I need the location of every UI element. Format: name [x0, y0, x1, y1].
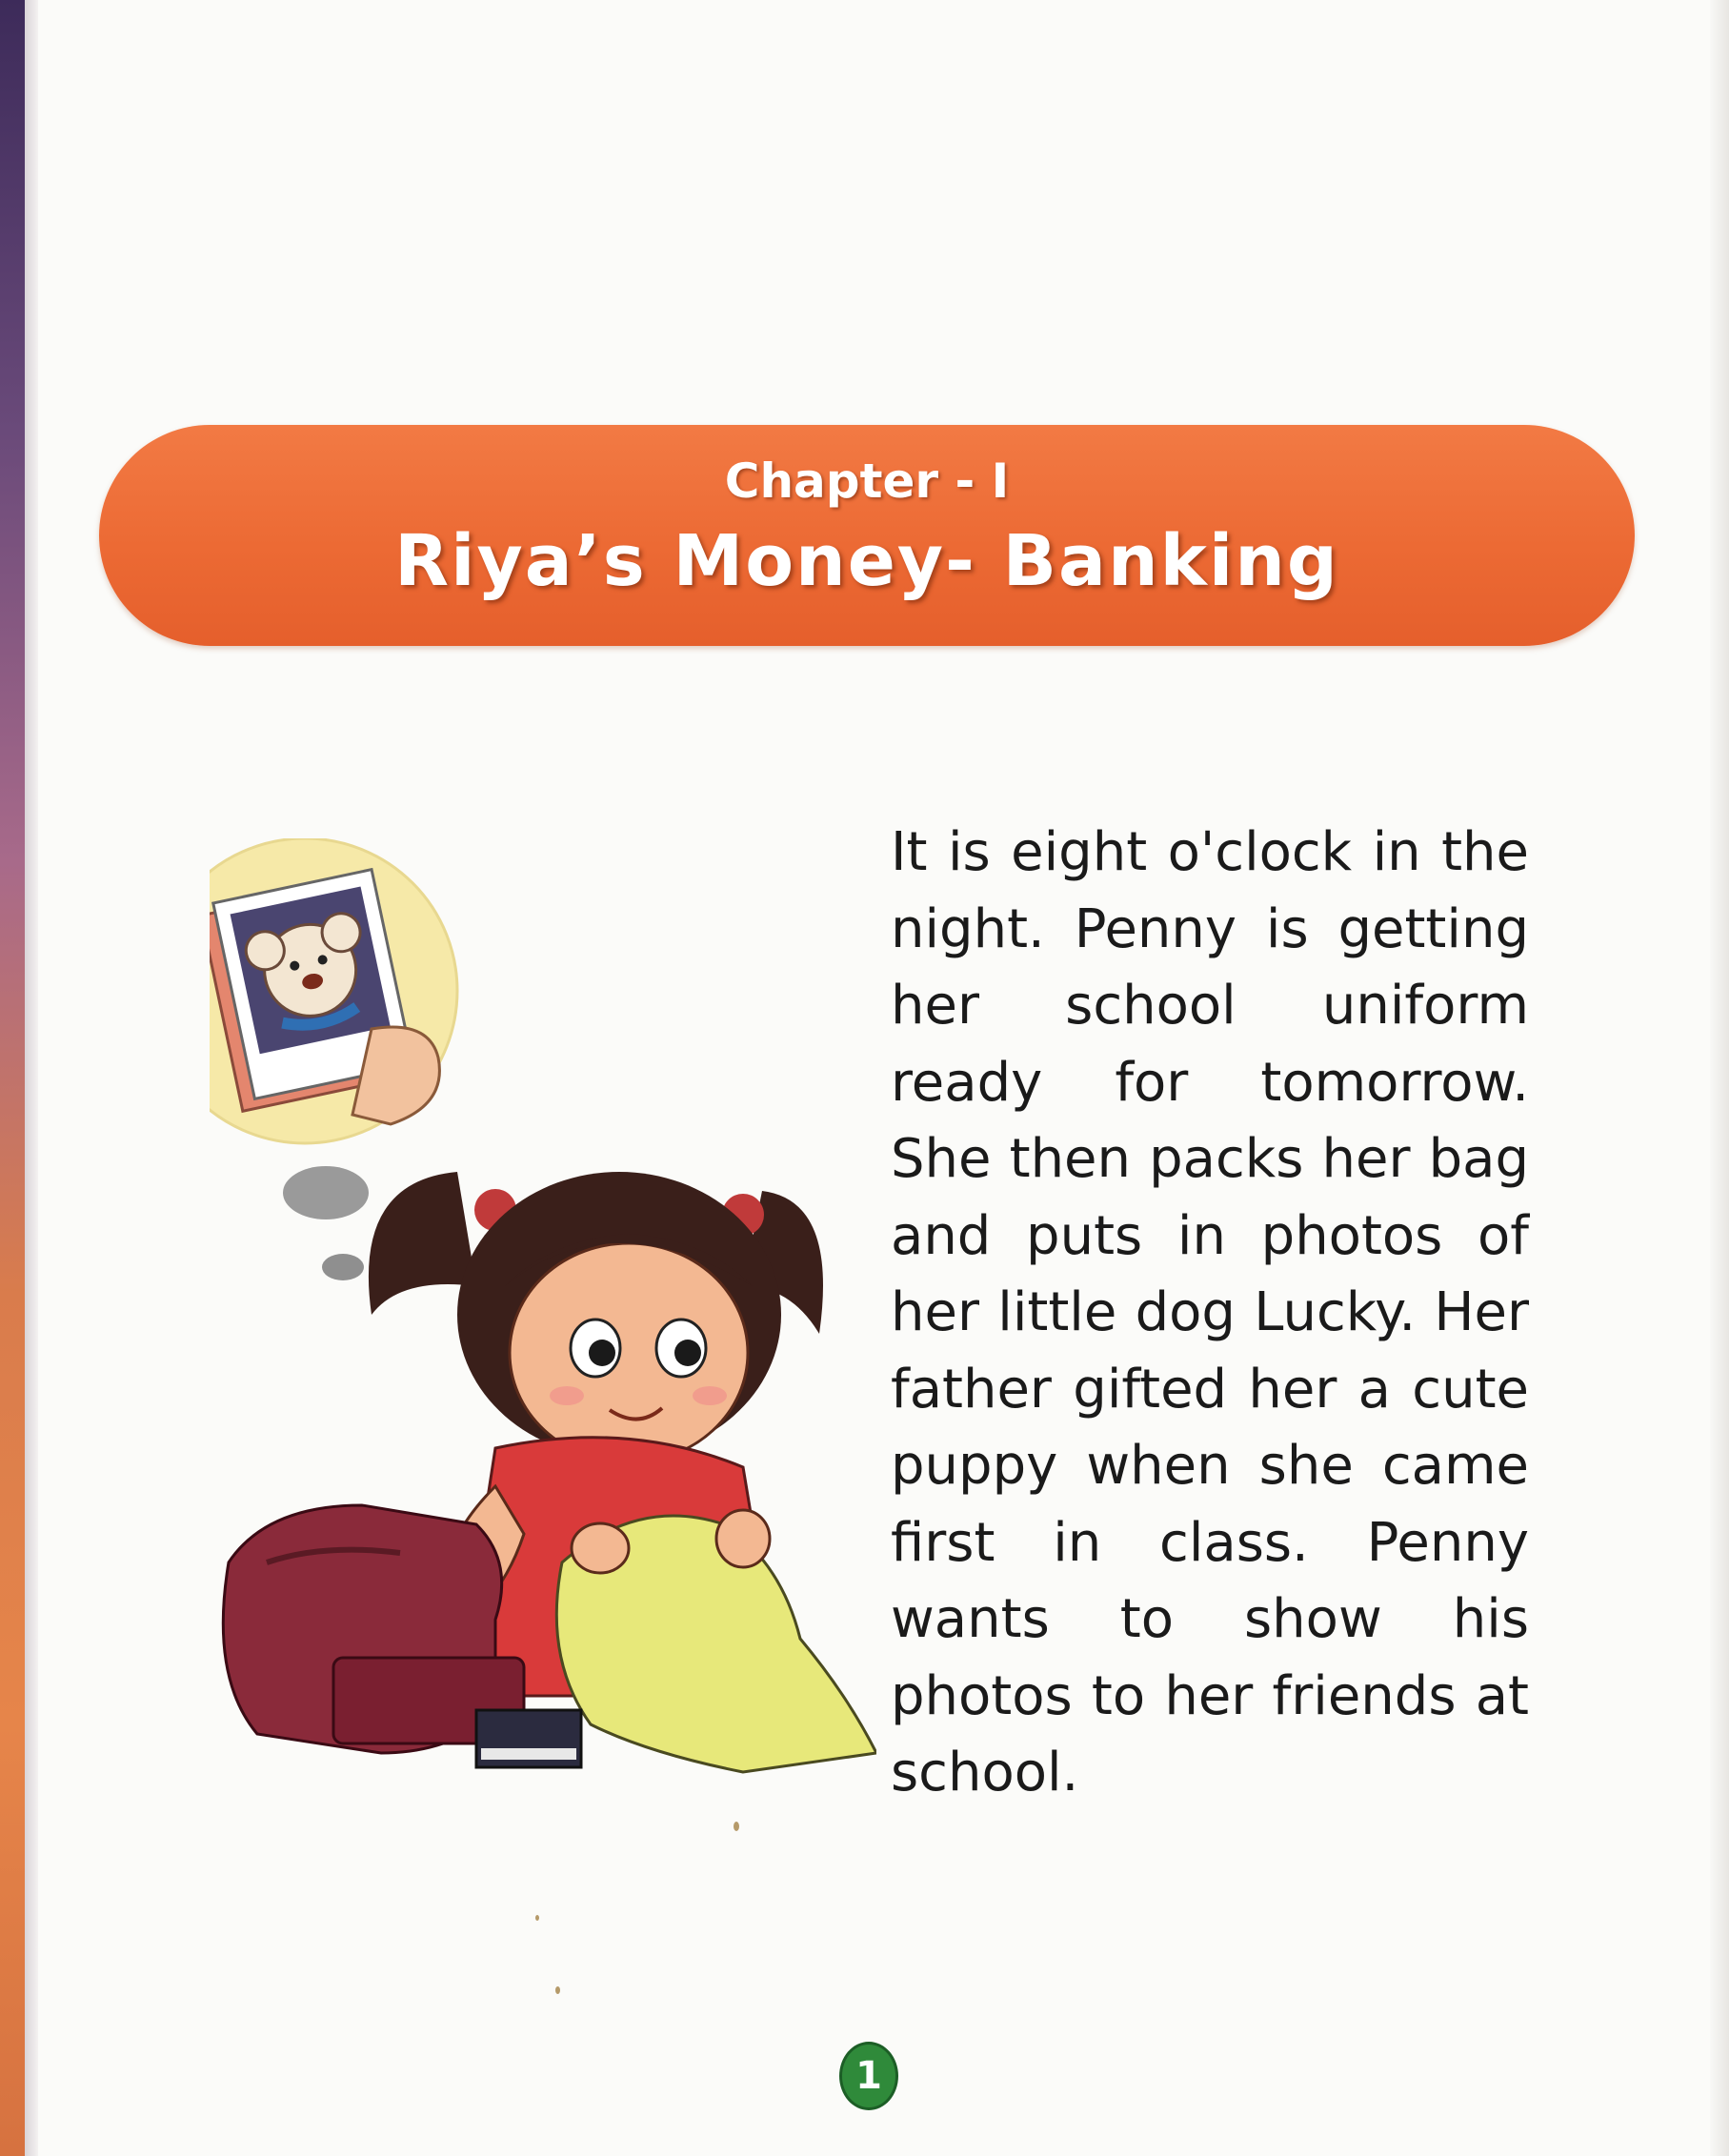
- paper-speck: [734, 1822, 739, 1831]
- paper-speck: [535, 1915, 539, 1921]
- chapter-label: Chapter - I: [724, 453, 1010, 509]
- chapter-banner: [99, 425, 1635, 646]
- story-paragraph: It is eight o'clock in the night. Penny is getting her school uniform ready for tomorrow. She then packs her bag and puts in photos of her little dog Lucky. Her father gifted her a cute puppy when she came first in class. Penny wants to show his photos to her friends at school.: [891, 821, 1529, 1803]
- page-number-badge: 1: [839, 2042, 898, 2110]
- paper-speck: [555, 1986, 560, 1994]
- girl-packing-bag-illustration: [210, 838, 876, 1801]
- thought-bubble: [210, 838, 457, 1143]
- chapter-title: Riya’s Money- Banking: [394, 520, 1339, 602]
- book-spine: [0, 0, 25, 2156]
- page-right-edge: [1710, 0, 1729, 2156]
- thought-dot-large: [283, 1166, 369, 1219]
- spine-page-edge: [25, 0, 38, 2156]
- thought-dot-small: [322, 1254, 364, 1280]
